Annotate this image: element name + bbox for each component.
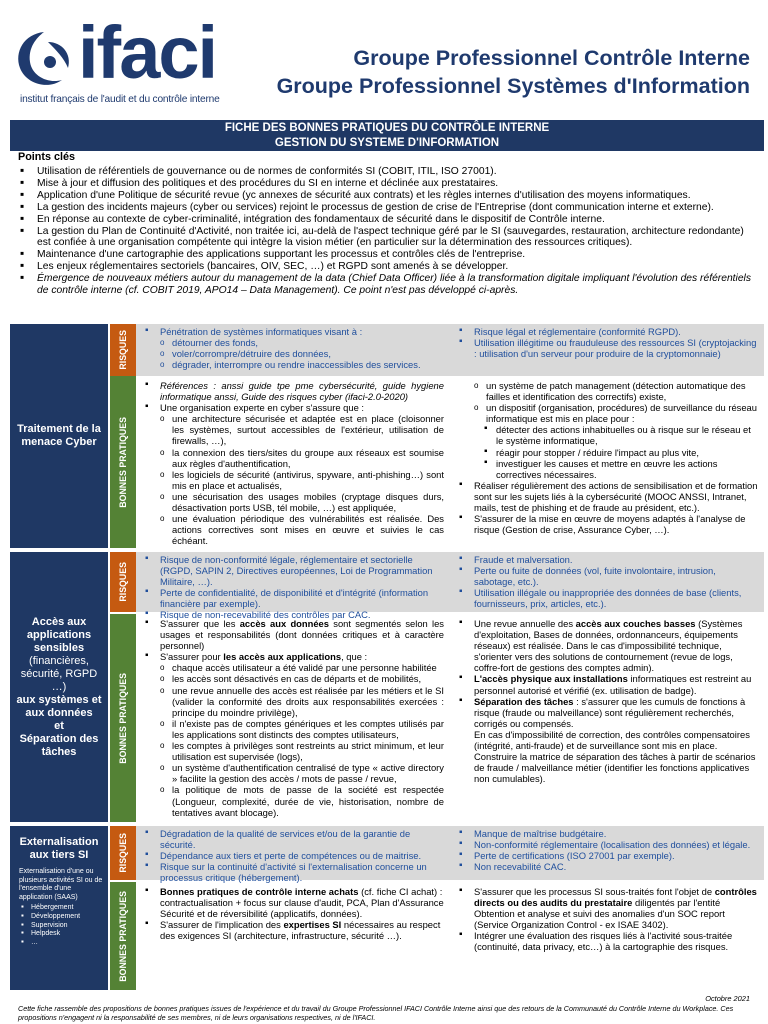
bp-right bbox=[450, 616, 764, 822]
section-cyber-label: Traitement de la menace Cyber bbox=[10, 324, 108, 548]
bp-subitem: o les logiciels de sécurité (antivirus, spyware, anti-phishing…) sont mis en place et actualisés, bbox=[140, 469, 444, 491]
risques-panel bbox=[136, 552, 764, 621]
bp-item: ▪ S'assurer que les accès aux données sont segmentés selon les usages et responsabilités (dont données critiques et à caractère personnel) bbox=[140, 618, 444, 651]
risk-subitem: o voler/corrompre/détruire des données, bbox=[140, 348, 444, 359]
footer-text: Cette fiche rassemble des propositions de bonnes pratiques issues de l'expérience et du travail du Groupe Professionnel IFACI Contrôle Interne ainsi que des retours de la Communauté du Contrôle Interne du Workplace. Ces propositions n'engagent ni la responsabilité de ses membres, ni de leurs organisations respectives, ni de l'IFACI. bbox=[18, 1004, 734, 1022]
bp-panel bbox=[136, 884, 764, 990]
bp-subitem: o une architecture sécurisée et adaptée est en place (cloisonner les systèmes, surtout accessibles de l'extérieur, utilisation de firewalls, …), bbox=[140, 413, 444, 446]
band-bonnes-pratiques: BONNES PRATIQUES bbox=[110, 614, 136, 822]
fiche-title-2: GESTION DU SYSTEME D'INFORMATION bbox=[274, 137, 500, 149]
risk-item: ▪ Non-conformité réglementaire (localisation des données) et légale. bbox=[454, 839, 758, 850]
bp-subitem: o il n'existe pas de comptes génériques et les comptes utilisés par les applications sont distincts des comptes utilisateurs, bbox=[140, 718, 444, 740]
bp-right bbox=[450, 378, 764, 548]
ifaci-logo bbox=[12, 8, 252, 108]
risques-right bbox=[450, 324, 764, 376]
logo-tagline: institut français de l'audit et du contrôle interne bbox=[20, 94, 220, 105]
risk-item: ▪ Pénétration de systèmes informatiques visant à : bbox=[140, 326, 444, 337]
heading-line-2: Groupe Professionnel Systèmes d'Information bbox=[276, 74, 750, 98]
risk-item: ▪ Risque de non-recevabilité des contrôles par CAC. bbox=[140, 609, 444, 620]
risk-subitem: o détourner des fonds, bbox=[140, 337, 444, 348]
section-externalisation bbox=[10, 826, 764, 990]
risk-item: ▪ Fraude et malversation. bbox=[454, 554, 758, 565]
bp-subitem: o une revue annuelle des accès est réalisée par les métiers et le SI (valider la conformité des droits aux responsabilités exercées : principe du moindre privilège), bbox=[140, 685, 444, 718]
point-item: ▪ En réponse au contexte de cyber-criminalité, intégration des fondamentaux de sécurité dans le dispositif de Contrôle interne. bbox=[18, 214, 758, 226]
risques-left bbox=[136, 552, 450, 621]
risques-panel bbox=[136, 826, 764, 884]
logo-word: ifaci bbox=[78, 11, 217, 94]
heading-line-1: Groupe Professionnel Contrôle Interne bbox=[353, 46, 750, 70]
risk-subitem: o dégrader, interrompre ou rendre inaccessibles des services. bbox=[140, 359, 444, 370]
risk-item: ▪ Perte de confidentialité, de disponibilité et d'intégrité (information financière par exemple). bbox=[140, 587, 444, 609]
ifaci-swirl-icon bbox=[14, 28, 78, 92]
risk-item: ▪ Utilisation illégale ou inappropriée des données de base (clients, fournisseurs, prix, articles, etc.). bbox=[454, 587, 758, 609]
bp-item: ▪ Réaliser régulièrement des actions de sensibilisation et de formation sont sur les sujets liés à la cybersécurité (MOOC ANSSI, Intranet, mails, test de phishing et de fraude au président, etc.). bbox=[454, 480, 758, 513]
bp-subitem: o les comptes à privilèges sont restreints au strict minimum, et leur utilisation est supervisée (logs), bbox=[140, 740, 444, 762]
bp-subitem: o chaque accès utilisateur a été validé par une personne habilitée bbox=[140, 662, 444, 673]
bp-subsubitem: ▪ détecter des actions inhabituelles ou à risque sur le réseau et le système informatique, bbox=[454, 424, 758, 446]
section-acces bbox=[10, 552, 764, 822]
bp-item: ▪ Séparation des tâches : s'assurer que les cumuls de fonctions à risque (fraude ou malveillance) sont régulièrement recherchés, corrigés ou compensés. bbox=[454, 696, 758, 729]
point-item: ▪ La gestion des incidents majeurs (cyber ou services) rejoint le processus de gestion de crise de l'Entreprise (dont communication interne et externe). bbox=[18, 202, 758, 214]
bp-panel bbox=[136, 616, 764, 822]
risques-right bbox=[450, 552, 764, 612]
bp-subitem: o la politique de mots de passe de la société est respectée (Longueur, complexité, durée de vie, historisation, nombre de tentatives avant blocage). bbox=[140, 784, 444, 817]
bp-right bbox=[450, 884, 764, 990]
bp-left bbox=[136, 378, 450, 548]
points-cles bbox=[18, 152, 758, 297]
bp-item: ▪ S'assurer de l'implication des expertises SI nécessaires au respect des exigences SI (architecture, infrastructure, sécurité …). bbox=[140, 919, 444, 941]
risques-right bbox=[450, 826, 764, 880]
risk-item: ▪ Manque de maîtrise budgétaire. bbox=[454, 828, 758, 839]
risk-item: ▪ Risque légal et réglementaire (conformité RGPD). bbox=[454, 326, 758, 337]
risk-item: ▪ Utilisation illégitime ou frauduleuse des ressources SI (cryptojacking : utilisation d'un serveur pour produire de la cryptomonnaie) bbox=[454, 337, 758, 359]
bp-subitem: o les accès sont désactivés en cas de départs et de mobilités, bbox=[140, 673, 444, 684]
bp-continuation: En cas d'impossibilité de correction, des contrôles compensatoires (intégrité, anti-fraude) et de surveillance sont mis en place. bbox=[474, 728, 750, 752]
section-externalisation-label: Externalisation aux tiers SI Externalisation d'une ou plusieurs activités SI ou de l'ensemble d'une application (SAAS) ▪ Hébergement ▪ Développement ▪ Supervision ▪ Helpdesk ▪ … bbox=[10, 826, 108, 990]
points-cles-label: Points clés bbox=[18, 151, 76, 163]
bp-subitem: o un dispositif (organisation, procédures) de surveillance du réseau informatique est mis en place pour : bbox=[454, 402, 758, 424]
bp-item: ▪ Une revue annuelle des accès aux couches basses (Systèmes d'exploitation, Bases de données, ordonnanceurs, équipements réseaux) est réalisée. Dans le cas d'impossibilité technique, s'orienter vers des solutions de contournement (revue de logs, coffre-fort de gestions des comptes admin). bbox=[454, 618, 758, 673]
bp-item: ▪ L'accès physique aux installations informatiques est restreint au personnel autorisé et vérifié (ex. utilisation de badge). bbox=[454, 673, 758, 695]
bp-continuation: Construire la matrice de séparation des tâches à partir de scénarios de fraude / malveillance métier (identifier les fonctions applicatives non cumulables). bbox=[474, 751, 756, 785]
bp-subitem: o la connexion des tiers/sites du groupe aux réseaux est soumise aux règles d'authentification, bbox=[140, 447, 444, 469]
risk-item: ▪ Perte de certifications (ISO 27001 par exemple). bbox=[454, 850, 758, 861]
bp-item: ▪ S'assurer de la mise en œuvre de moyens adaptés à l'analyse de risque (Gestion de crise, Assurance Cyber, …). bbox=[454, 513, 758, 535]
bp-panel bbox=[136, 378, 764, 548]
risk-item: ▪ Risque de non-conformité légale, réglementaire et sectorielle (RGPD, SAPIN 2, Directives européennes, Loi de Programmation Militaire, …). bbox=[140, 554, 444, 587]
bp-item: ▪ Références : anssi guide tpe pme cybersécurité, guide hygiene informatique anssi, Guide des risques cyber (ifaci-2.0-2020) bbox=[140, 380, 444, 402]
point-item: ▪ Maintenance d'une cartographie des applications supportant les processus et contrôles clés de l'entreprise. bbox=[18, 249, 758, 261]
point-item: ▪ Les enjeux réglementaires sectoriels (bancaires, OIV, SEC, …) et RGPD sont amenés à se développer. bbox=[18, 261, 758, 273]
bp-left bbox=[136, 884, 450, 990]
fiche-title-1: FICHE DES BONNES PRATIQUES DU CONTRÔLE INTERNE bbox=[224, 122, 550, 134]
band-risques: RISQUES bbox=[110, 826, 136, 880]
risk-item: ▪ Risque sur la continuité d'activité si l'externalisation concerne un processus critique (hébergement). bbox=[140, 861, 444, 883]
risk-item: ▪ Perte ou fuite de données (vol, fuite involontaire, intrusion, sabotage, etc.). bbox=[454, 565, 758, 587]
risk-item: ▪ Non recevabilité CAC. bbox=[454, 861, 758, 872]
bp-left bbox=[136, 616, 450, 822]
band-risques: RISQUES bbox=[110, 552, 136, 612]
band-bonnes-pratiques: BONNES PRATIQUES bbox=[110, 882, 136, 990]
bp-item: ▪ Bonnes pratiques de contrôle interne achats (cf. fiche CI achat) : contractualisation + focus sur clause d'audit, PCA, Plan d'Assurance Sécurité et de réversibilité (applicatifs, données). bbox=[140, 886, 444, 919]
bp-item: ▪ Une organisation experte en cyber s'assure que : bbox=[140, 402, 444, 413]
point-item: ▪ Application d'une Politique de sécurité revue (yc annexes de sécurité aux contrats) et les règles internes d'utilisation des moyens informatiques. bbox=[18, 190, 758, 202]
externalisation-description: Externalisation d'une ou plusieurs activités SI ou de l'ensemble d'une application (SAAS) ▪ Hébergement ▪ Développement ▪ Supervision ▪ Helpdesk ▪ … bbox=[13, 868, 105, 947]
band-risques: RISQUES bbox=[110, 324, 136, 376]
bp-subitem: o une évaluation périodique des vulnérabilités est réalisée. Des actions correctives sont mises en œuvre et suivies le cas échéant. bbox=[140, 513, 444, 546]
bp-subsubitem: ▪ investiguer les causes et mettre en œuvre les actions correctives nécessaires. bbox=[454, 458, 758, 480]
section-acces-label: Accès aux applications sensibles (financières, sécurité, RGPD …) aux systèmes et aux données et Séparation des tâches bbox=[10, 552, 108, 822]
point-item: ▪ Émergence de nouveaux métiers autour du management de la data (Chief Data Officer) liée à la transformation digitale impliquant l'évolution des référentiels de contrôle interne (cf. COBIT 2019, APO14 – Data Management). Ce point n'est pas développé ci-après. bbox=[18, 273, 758, 296]
point-item: ▪ Utilisation de référentiels de gouvernance ou de normes de conformités SI (COBIT, ITIL, ISO 27001). bbox=[18, 166, 758, 178]
risk-item: ▪ Dégradation de la qualité de services et/ou de la garantie de sécurité. bbox=[140, 828, 444, 850]
footer-date: Octobre 2021 bbox=[705, 994, 750, 1003]
point-item: ▪ La gestion du Plan de Continuité d'Activité, non traitée ici, au-delà de l'aspect technique géré par le SI (sauvegardes, restauration, architecture redondante) est confiée à une organisation compétente qui intègre la vision métier (en particulier sur la détermination des ressources critiques). bbox=[18, 226, 758, 249]
point-item: ▪ Mise à jour et diffusion des politiques et des procédures du SI en interne et déclinée aux prestataires. bbox=[18, 178, 758, 190]
bp-subitem: o une sécurisation des usages mobiles (cryptage disques durs, désactivation ports USB, tél mobile, …) est appliquée, bbox=[140, 491, 444, 513]
fiche-title-band bbox=[10, 120, 764, 151]
bp-item: ▪ Intégrer une évaluation des risques liés à l'activité sous-traitée (continuité, data privacy, etc…) à la cartographie des risques. bbox=[454, 930, 758, 952]
risques-left bbox=[136, 826, 450, 884]
section-cyber bbox=[10, 324, 764, 548]
page-heading bbox=[277, 44, 750, 100]
risk-item: ▪ Dépendance aux tiers et perte de compétences ou de maitrise. bbox=[140, 850, 444, 861]
risques-left bbox=[136, 324, 450, 376]
bp-subitem: o un système d'authentification centralisé de type « active directory » facilite la gestion des accès / mots de passe / revue, bbox=[140, 762, 444, 784]
bp-item: ▪ S'assurer que les processus SI sous-traités font l'objet de contrôles directs ou des audits du prestataire diligentés par l'entité Obtention et analyse et suivi des anomalies d'un SOC report (Service Organization Control - ex ISAE 3402). bbox=[454, 886, 758, 930]
band-bonnes-pratiques: BONNES PRATIQUES bbox=[110, 376, 136, 548]
bp-item: ▪ S'assurer pour les accès aux applications, que : bbox=[140, 651, 444, 662]
risques-panel bbox=[136, 324, 764, 376]
bp-subsubitem: ▪ réagir pour stopper / réduire l'impact au plus vite, bbox=[454, 447, 758, 458]
bp-subitem: o un système de patch management (détection automatique des failles et identification des correctifs) existe, bbox=[454, 380, 758, 402]
